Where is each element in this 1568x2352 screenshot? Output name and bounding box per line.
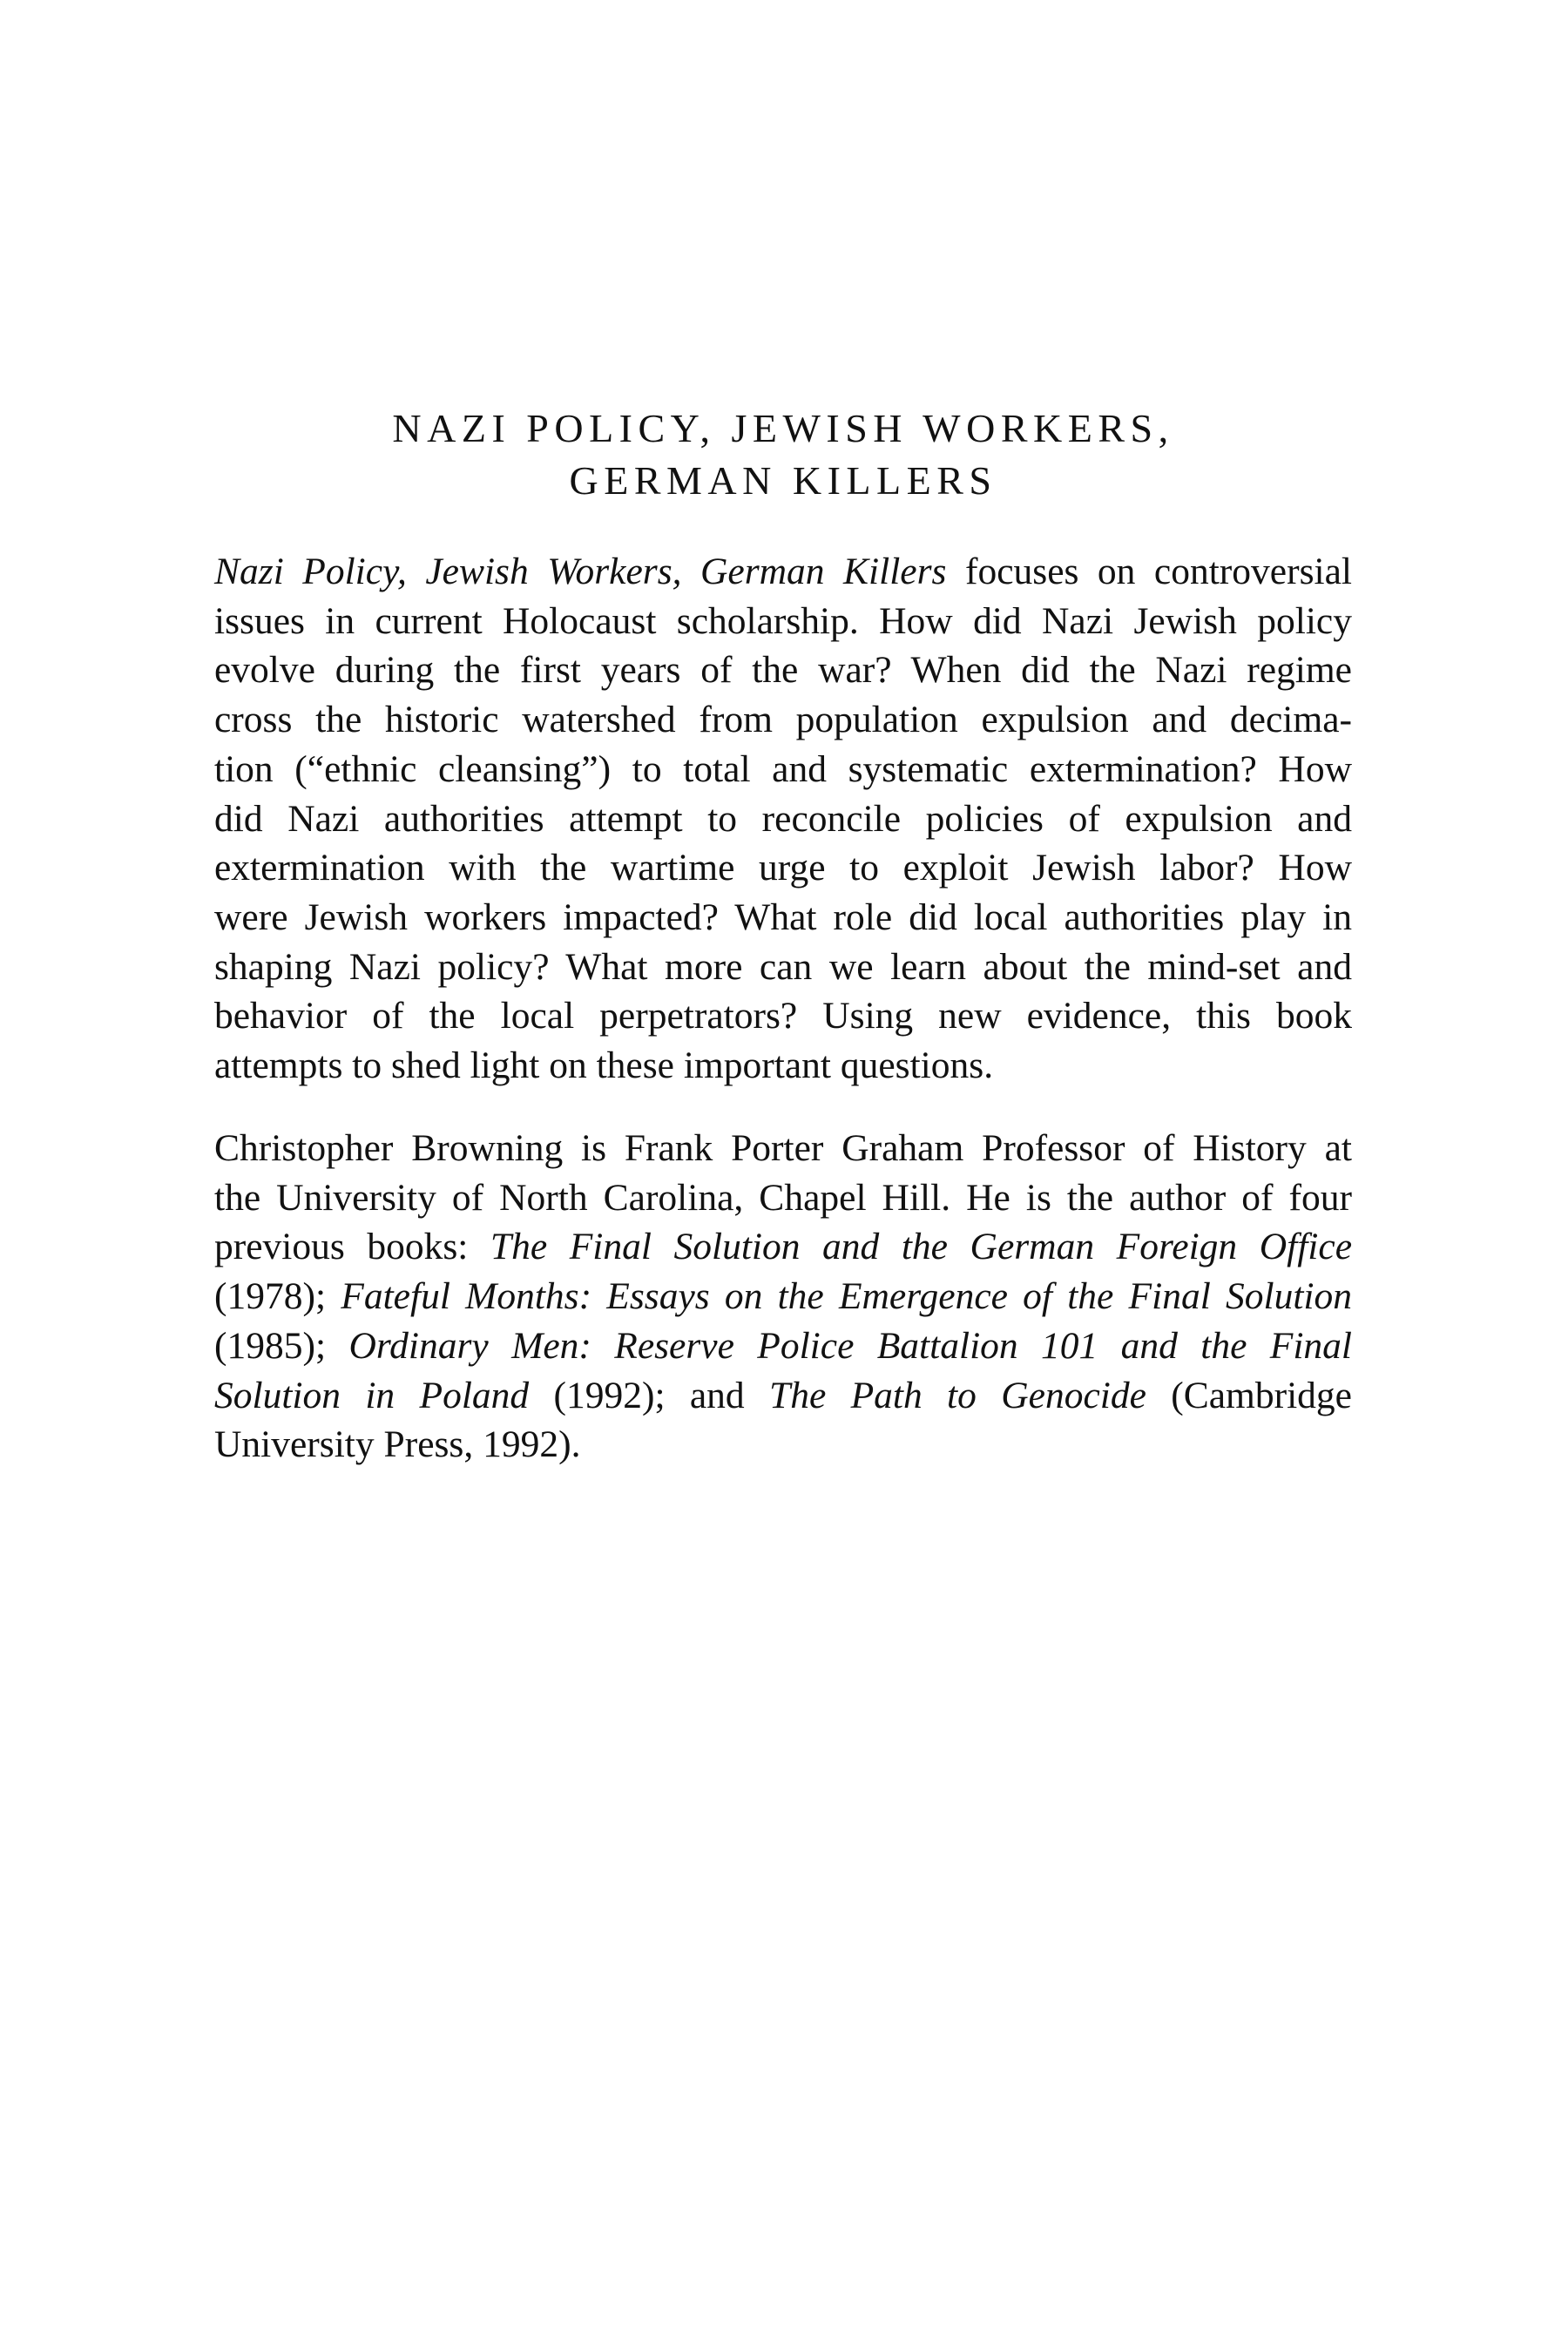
title-line-1: NAZI POLICY, JEWISH WORKERS, [392, 406, 1174, 450]
book-title-italic: Fateful Months: Essays on the Emergence of the Final Solution [341, 1275, 1353, 1318]
description-line: extermination with the wartime urge to exploit Jewish labor? How [214, 847, 1352, 889]
description-line: attempts to shed light on these important questions. [214, 1044, 994, 1087]
description-line: did Nazi authorities attempt to reconcile policies of expulsion and [214, 797, 1352, 840]
bio-line: Solution in Poland (1992); and The Path to Genocide (Cambridge [214, 1374, 1352, 1416]
book-title-italic: The Final Solution and the German Foreign Office [490, 1226, 1352, 1268]
book-title-italic: Nazi Policy, Jewish Workers, German Killers [214, 551, 947, 592]
book-description [214, 547, 1352, 1091]
book-title-italic: Solution in Poland [214, 1374, 530, 1416]
bio-line: (1978); Fateful Months: Essays on the Emergence of the Final Solution [214, 1275, 1353, 1318]
page-title [214, 402, 1352, 507]
bio-line: Christopher Browning is Frank Porter Graham Professor of History at [214, 1127, 1352, 1169]
bio-line: previous books: The Final Solution and the German Foreign Office [214, 1226, 1352, 1268]
description-line: were Jewish workers impacted? What role did local authorities play in [214, 896, 1352, 938]
description-line: shaping Nazi policy? What more can we learn about the mind-set and [214, 945, 1352, 988]
book-title-italic: Ordinary Men: Reserve Police Battalion 101 and the Final [348, 1324, 1352, 1367]
book-title-italic: The Path to Genocide [769, 1374, 1146, 1416]
bio-line: (1985); Ordinary Men: Reserve Police Battalion 101 and the Final [214, 1324, 1352, 1367]
description-line: Nazi Policy, Jewish Workers, German Killers focuses on controversial [214, 551, 1352, 592]
description-line: tion (“ethnic cleansing”) to total and systematic extermination? How [214, 747, 1352, 790]
author-bio [214, 1124, 1352, 1470]
description-line: issues in current Holocaust scholarship. How did Nazi Jewish policy [214, 599, 1352, 642]
bio-line: the University of North Carolina, Chapel Hill. He is the author of four [214, 1176, 1352, 1219]
description-line: evolve during the first years of the war? When did the Nazi regime [214, 649, 1352, 692]
description-line: cross the historic watershed from population expulsion and decima- [214, 699, 1352, 741]
description-line: behavior of the local perpetrators? Using new evidence, this book [214, 995, 1352, 1037]
bio-line: University Press, 1992). [214, 1423, 581, 1466]
title-line-2: GERMAN KILLERS [569, 458, 997, 503]
